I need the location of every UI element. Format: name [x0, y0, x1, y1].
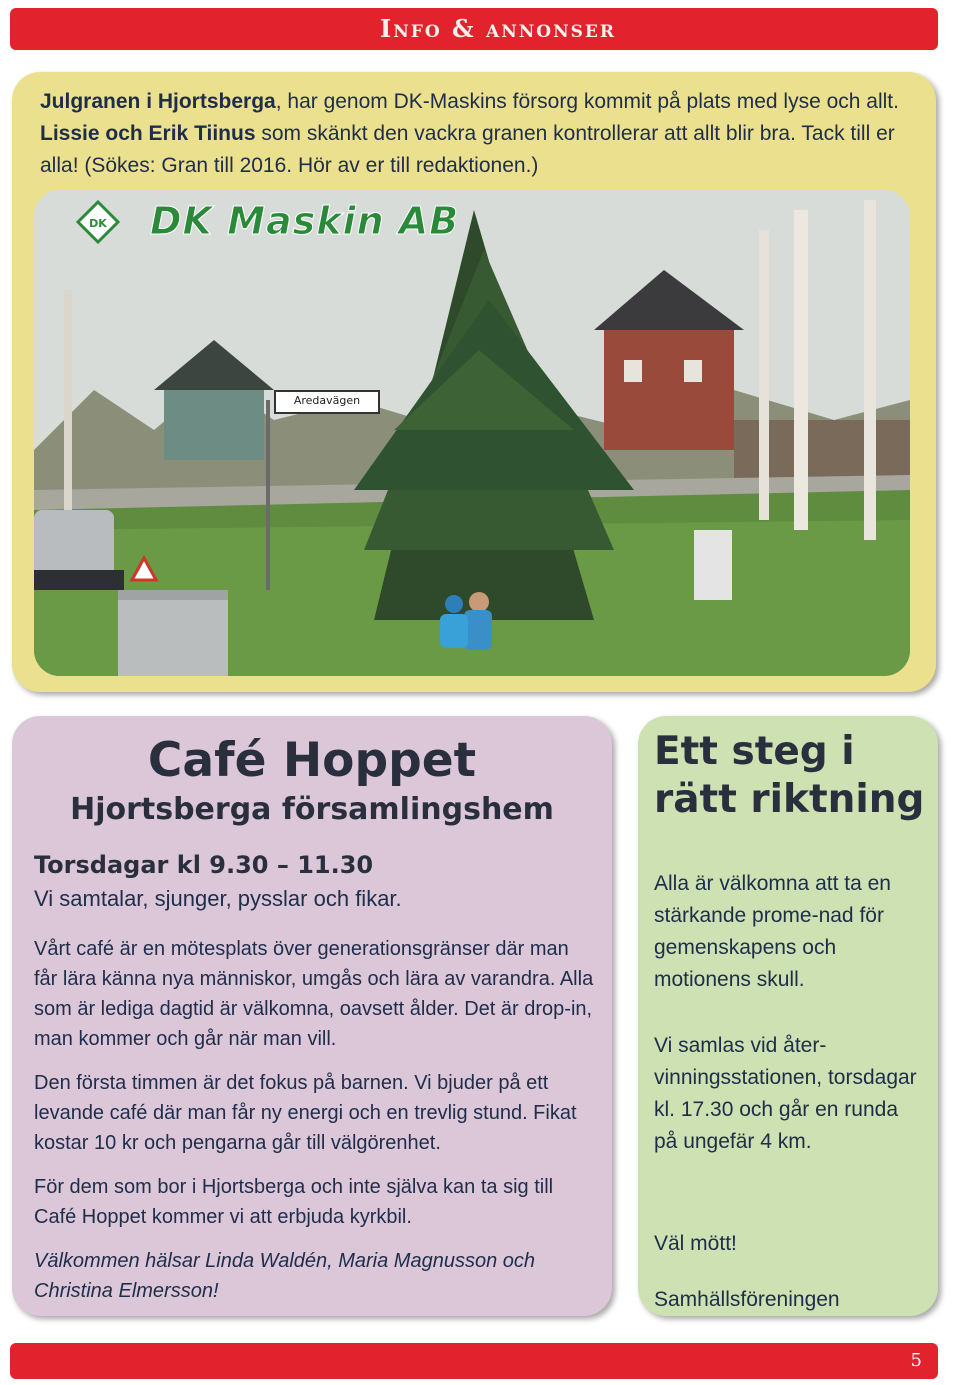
footer-bar [10, 1343, 938, 1379]
street-sign: Aredavägen [274, 390, 380, 414]
cafe-signature: Välkommen hälsar Linda Waldén, Maria Magnusson och Christina Elmersson! [34, 1250, 536, 1302]
cafe-paragraph-2: Den första timmen är det fokus på barnen. Vi bjuder på ett levande café där man får ny energi och en trevlig stund. Fikat kostar 10 kr och pengarna går till välgörenhet. [34, 1072, 577, 1154]
walk-box [638, 716, 938, 1316]
notice-text-2: som skänkt den vackra granen kontrollerar att allt blir bra. Tack till er alla! (Sökes: Gran till 2016. Hör av er till redaktionen.) [40, 122, 895, 177]
header-bar [10, 8, 938, 50]
cafe-tagline: Vi samtalar, sjunger, pysslar och fikar. [34, 886, 402, 911]
walk-greeting: Väl mött! [654, 1232, 737, 1255]
notice-lead-1: Julgranen i Hjortsberga [40, 90, 276, 113]
photo-scene [34, 190, 910, 676]
cafe-paragraph-3: För dem som bor i Hjortsberga och inte själva kan ta sig till Café Hoppet kommer vi att erbjuda kyrkbil. [34, 1176, 554, 1228]
page-number: 5 [910, 1350, 922, 1371]
notice-lead-2: Lissie och Erik Tiinus [40, 122, 256, 145]
notice-text-1: , har genom DK-Maskins försorg kommit på plats med lyse och allt. [275, 90, 899, 113]
section-title: Info & annonser [379, 14, 616, 43]
walk-paragraph-1: Alla är välkomna att ta en stärkande prome-nad för gemenskapens och motionens skull. [654, 872, 891, 991]
cafe-hoppet-box [12, 716, 612, 1316]
cafe-paragraph-1: Vårt café är en mötesplats över generationsgränser där man får lära känna nya människor, umgås och lära av varandra. Alla som är lediga dagtid är välkomna, oavsett ålder. Det är drop-in, man kommer och går när man vill. [34, 938, 594, 1050]
dk-maskin-logo [66, 198, 466, 246]
walk-sender: Samhällsföreningen [654, 1288, 840, 1311]
walk-title: Ett steg i rätt riktning [654, 729, 925, 822]
notice-text [40, 86, 910, 182]
cafe-subtitle: Hjortsberga församlingshem [70, 792, 554, 827]
dk-logo-badge-text: DK [89, 217, 107, 230]
cafe-when: Torsdagar kl 9.30 – 11.30 [34, 851, 374, 879]
christmas-tree-notice [12, 72, 936, 692]
walk-paragraph-2: Vi samlas vid åter-vinningsstationen, torsdagar kl. 17.30 och går en runda på ungefär 4 km. [654, 1034, 917, 1153]
dk-logo-text: DK Maskin AB [150, 199, 460, 243]
christmas-tree-photo [34, 190, 910, 676]
cafe-title: Café Hoppet [147, 733, 477, 788]
dk-logo-badge-icon [76, 200, 120, 244]
